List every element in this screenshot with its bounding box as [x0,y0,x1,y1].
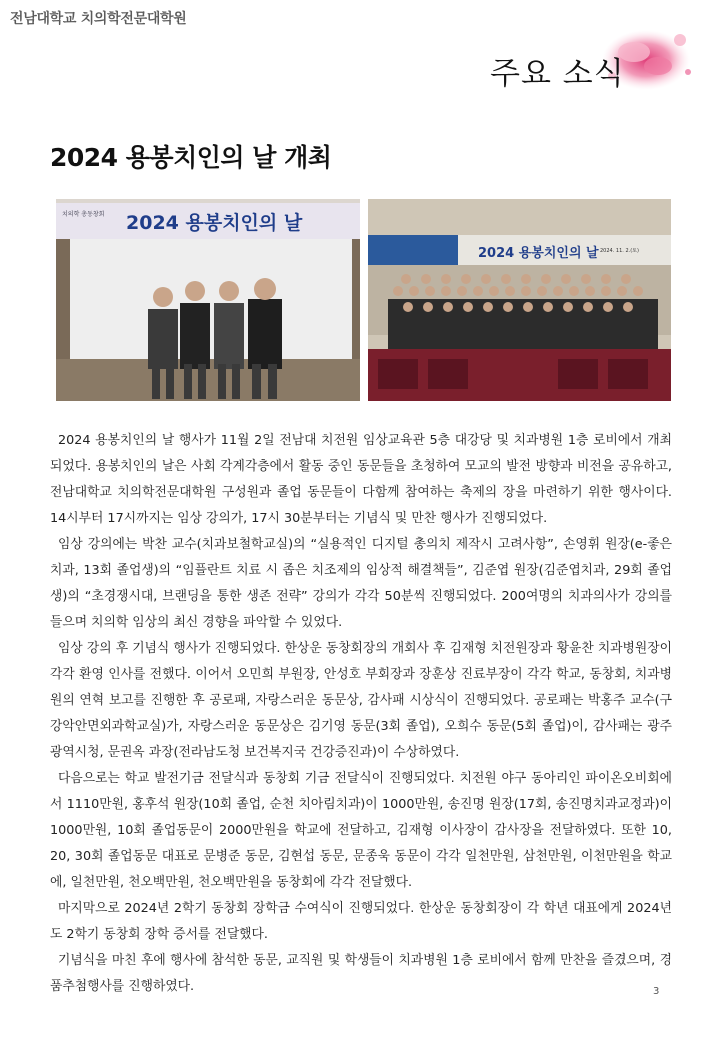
page-number: 3 [653,986,660,997]
section-title: 주요 소식 [490,56,625,92]
article-paragraph: 다음으로는 학교 발전기금 전달식과 동창회 기금 전달식이 진행되었다. 치전원 야구 동아리인 파이온오비회에서 1110만원, 홍후석 원장(10회 졸업, 순천 치아림치과)이 1000만원, 송진명 원장(17회, 송진명치과교정과)이 1000만원, 10회 졸업동문이 2000만원을 학교에 전달하고, 김재형 이사장이 감사장을 전달하였다. 또한 10, 20, 30회 졸업동문 대표로 문병준 동문, 김현섭 동문, 문종욱 동문이 각각 일천만원, 삼천만원, 이천만원을 학교에, 일천만원, 천오백만원, 천오백만원을 동창회에 각각 전달했다. [50,771,672,890]
event-photo-awardees [56,199,360,401]
photo2-date-text: 2024. 11. 2.(토) [600,248,639,254]
article-title: 2024 용봉치인의 날 개최 [50,143,332,172]
article-paragraph: 2024 용봉치인의 날 행사가 11월 2일 전남대 치전원 임상교육관 5층 대강당 및 치과병원 1층 로비에서 개최되었다. 용봉치인의 날은 사회 각계각층에서 활동 중인 동문들을 초청하여 모교의 발전 방향과 비전을 공유하고, 전남대학교 치의학전문대학원 구성원과 졸업 동문들이 다함께 참여하는 축제의 장을 마련하기 위한 행사이다. 14시부터 17시까지는 임상 강의가, 17시 30분부터는 기념식 및 만찬 행사가 진행되었다. [50,433,672,526]
article-paragraph: 기념식을 마친 후에 행사에 참석한 동문, 교직원 및 학생들이 치과병원 1층 로비에서 함께 만찬을 즐겼으며, 경품추첨행사를 진행하였다. [50,953,672,994]
photo1-org-text: 치의학 총동창회 [62,211,105,218]
article-paragraph: 임상 강의에는 박찬 교수(치과보철학교실)의 “실용적인 디지털 총의치 제작시 고려사항”, 손영휘 원장(e-좋은치과, 13회 졸업생)의 “임플란트 치료 시 좁은 치조제의 임상적 해결책들”, 김준엽 원장(김준엽치과, 29회 졸업생)의 “초경쟁시대, 브랜딩을 통한 생존 전략” 강의가 각각 50분씩 진행되었다. 200여명의 치과의사가 강의를 들으며 치의학 임상의 최신 경향을 파악할 수 있었다. [50,537,672,630]
event-photo-group [368,199,671,401]
article-paragraph: 임상 강의 후 기념식 행사가 진행되었다. 한상운 동창회장의 개회사 후 김재형 치전원장과 황윤찬 치과병원장이 각각 환영 인사를 전했다. 이어서 오민희 부원장, 안성호 부회장과 장훈상 진료부장이 각각 학교, 동창회, 치과병원의 연혁 보고를 진행한 후 공로패, 자랑스러운 동문상, 감사패 시상식이 진행되었다. 공로패는 박홍주 교수(구강악안면외과학교실)가, 자랑스러운 동문상은 김기영 동문(3회 졸업), 오희수 동문(5회 졸업)이, 감사패는 광주광역시청, 문권옥 과장(전라남도청 보건복지국 건강증진과)이 수상하였다. [50,641,672,760]
photo2-banner-text: 2024 용봉치인의 날 [478,246,599,261]
header-school-name: 전남대학교 치의학전문대학원 [10,11,187,27]
article-paragraph: 마지막으로 2024년 2학기 동창회 장학금 수여식이 진행되었다. 한상운 동창회장이 각 학년 대표에게 2024년도 2학기 동창회 장학 증서를 전달했다. [50,901,672,942]
photo1-banner-text: 2024 용봉치인의 날 [126,212,303,234]
article-body [50,428,672,1000]
